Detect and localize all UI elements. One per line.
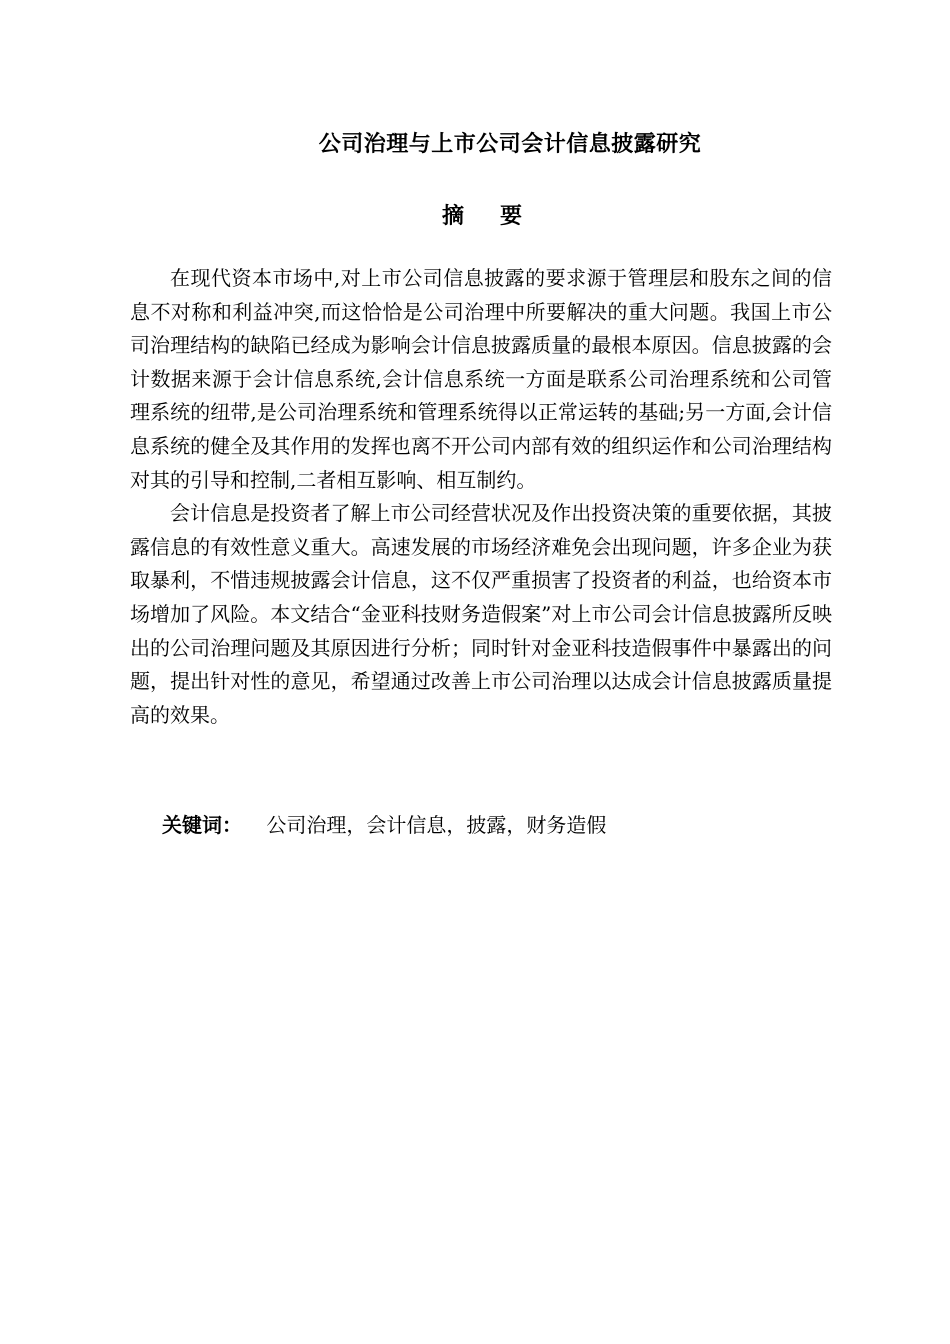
keywords-line: [162, 809, 606, 841]
abstract-body: [130, 262, 832, 732]
abstract-heading: 摘要: [441, 204, 558, 229]
page-title: 公司治理与上市公司会计信息披露研究: [318, 132, 702, 157]
abstract-paragraph-1: 在现代资本市场中,对上市公司信息披露的要求源于管理层和股东之间的信息不对称和利益冲突,而这恰恰是公司治理中所要解决的重大问题。我国上市公司治理结构的缺陷已经成为影响会计信息披露质量的最根本原因。信息披露的会计数据来源于会计信息系统,会计信息系统一方面是联系公司治理系统和公司管理系统的纽带,是公司治理系统和管理系统得以正常运转的基础;另一方面,会计信息系统的健全及其作用的发挥也离不开公司内部有效的组织运作和公司治理结构对其的引导和控制,二者相互影响、相互制约。: [130, 266, 832, 492]
abstract-paragraph-2: 会计信息是投资者了解上市公司经营状况及作出投资决策的重要依据，其披露信息的有效性意义重大。高速发展的市场经济难免会出现问题，许多企业为获取暴利，不惜违规披露会计信息，这不仅严重损害了投资者的利益，也给资本市场增加了风险。本文结合“金亚科技财务造假案”对上市公司会计信息披露所反映出的公司治理问题及其原因进行分析；同时针对金亚科技造假事件中暴露出的问题，提出针对性的意见，希望通过改善上市公司治理以达成会计信息披露质量提高的效果。: [130, 501, 832, 727]
keywords-text: 公司治理，会计信息，披露，财务造假: [266, 813, 607, 837]
keywords-label: 关键词：: [162, 813, 242, 837]
